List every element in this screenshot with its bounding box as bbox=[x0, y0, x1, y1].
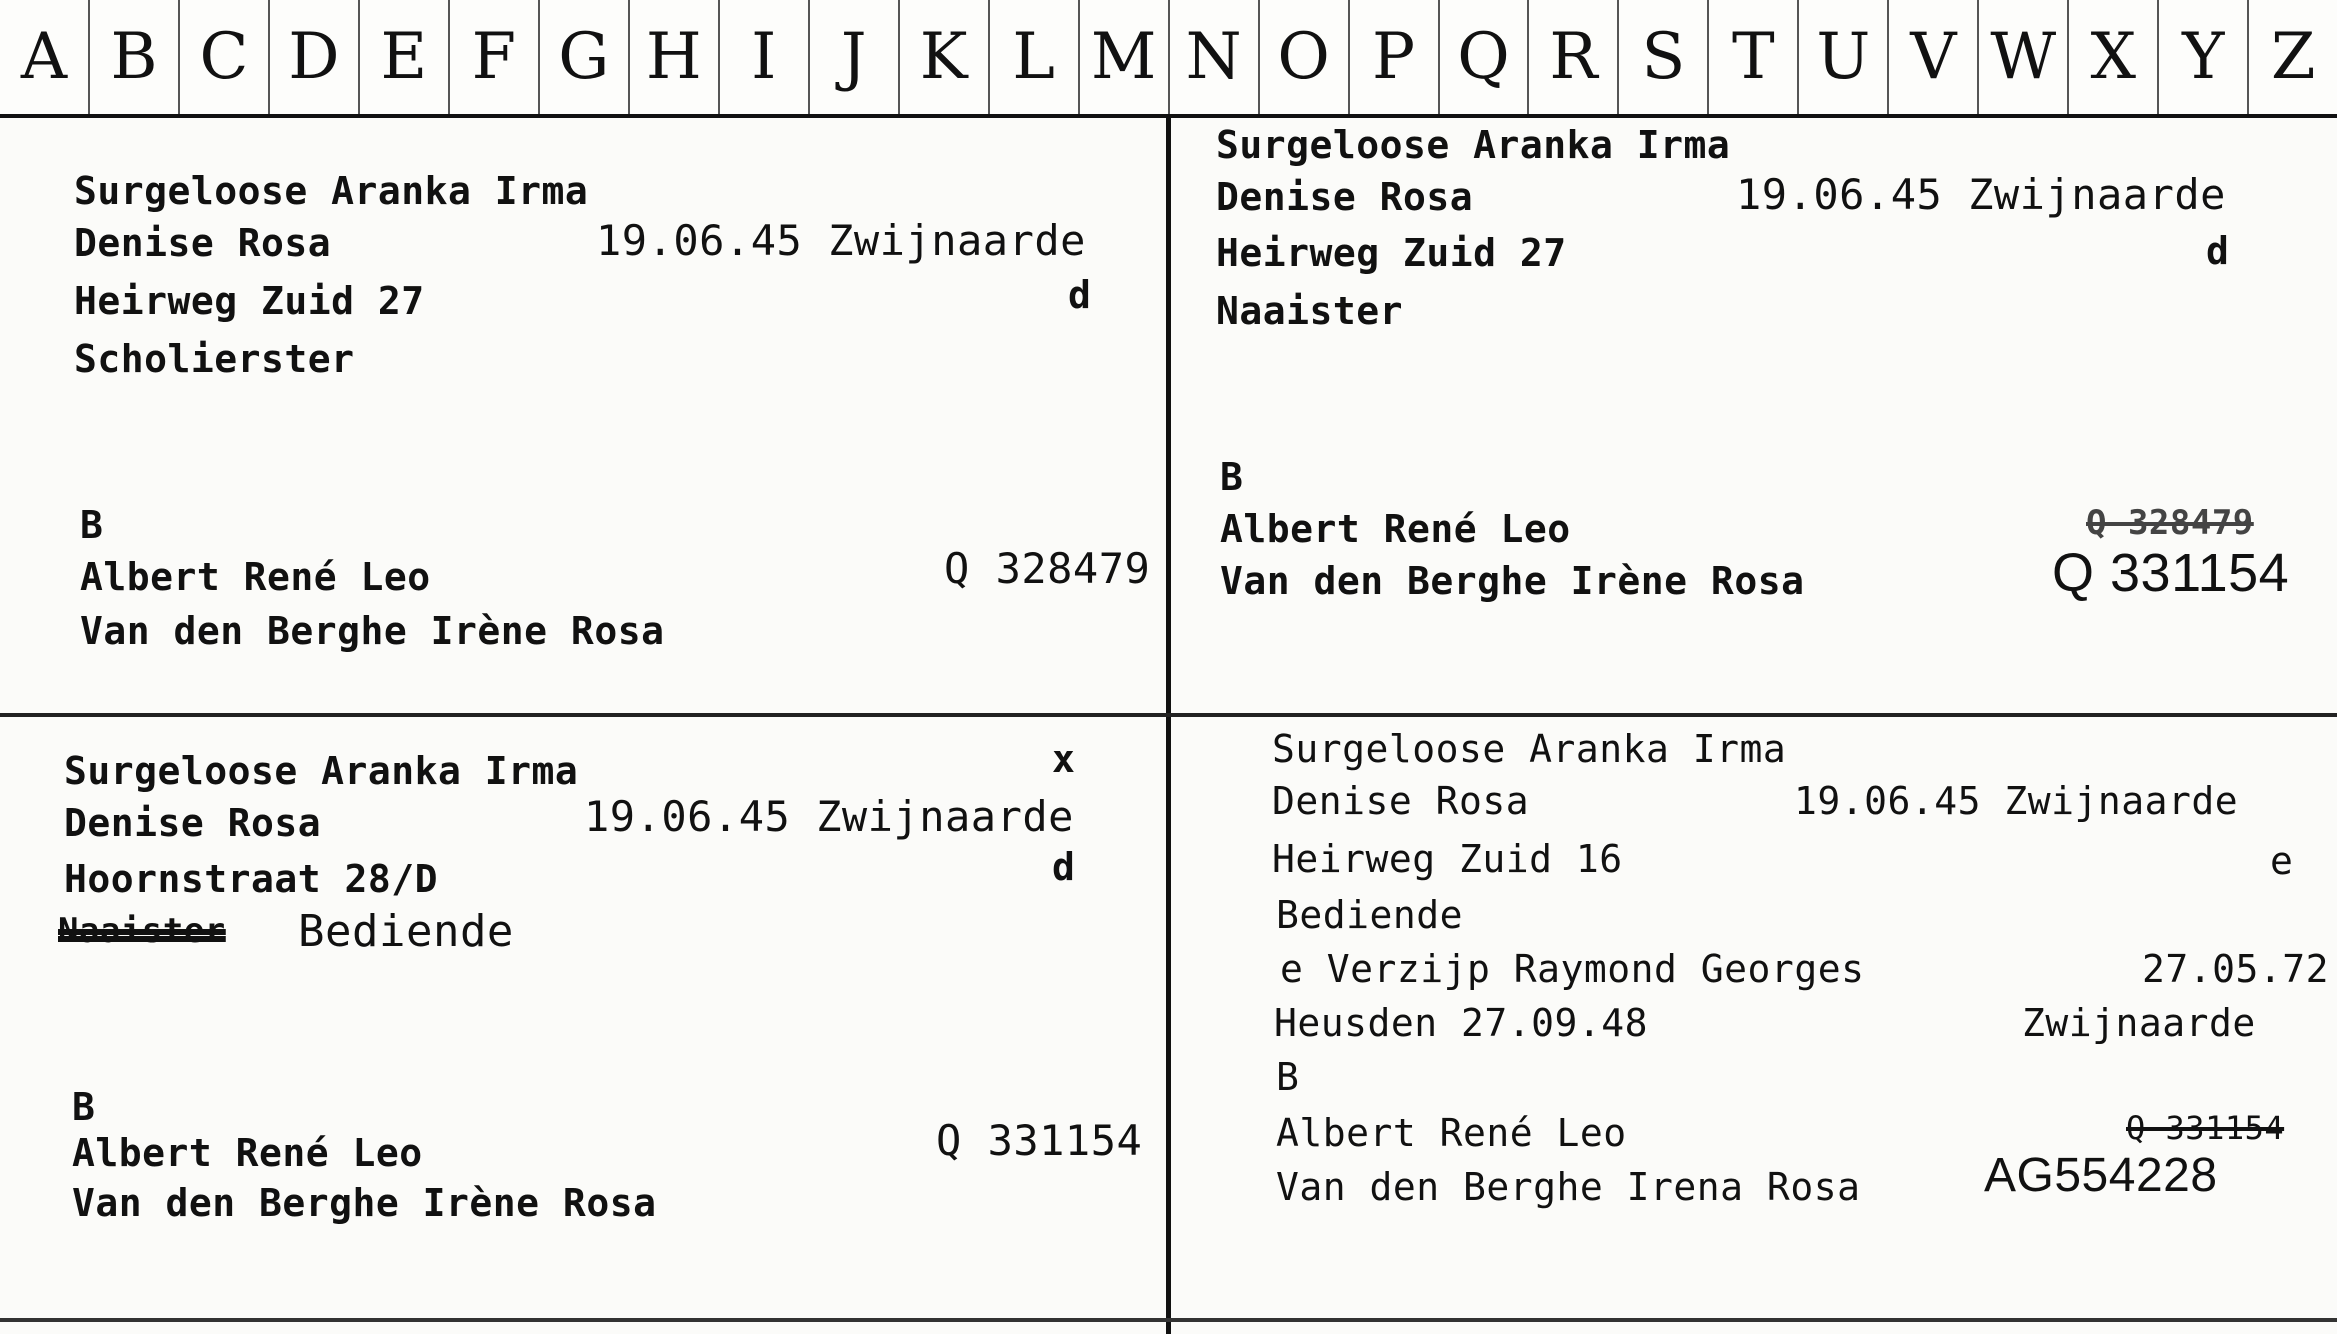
card-address: Heirweg Zuid 16 bbox=[1272, 837, 1623, 881]
index-letter-z: Z bbox=[2270, 20, 2316, 94]
card-mother: Van den Berghe Irène Rosa bbox=[80, 609, 665, 653]
card-birth: 19.06.45 Zwijnaarde bbox=[584, 792, 1074, 841]
bottom-divider bbox=[0, 1318, 2337, 1322]
index-letter-i: I bbox=[720, 0, 810, 114]
index-letter-w: W bbox=[1979, 0, 2069, 114]
card-given-names: Denise Rosa bbox=[64, 801, 322, 845]
card-occupation: Scholierster bbox=[74, 337, 355, 381]
card-surname-line: Surgeloose Aranka Irma bbox=[64, 749, 579, 793]
card-section: B bbox=[1220, 455, 1244, 499]
card-section: B bbox=[72, 1085, 96, 1129]
card-given-names: Denise Rosa bbox=[1272, 779, 1530, 823]
card-section: B bbox=[80, 503, 104, 547]
index-letter-j: J bbox=[810, 0, 900, 114]
index-letter-a: A bbox=[0, 0, 90, 114]
index-letter-x: X bbox=[2069, 0, 2159, 114]
card-spouse-birth: Heusden 27.09.48 bbox=[1274, 1001, 1649, 1045]
card-marriage-date: 27.05.72 bbox=[2142, 947, 2330, 991]
card-marker: d bbox=[2206, 229, 2230, 273]
index-letter-e: E bbox=[360, 0, 450, 114]
card-address: Heirweg Zuid 27 bbox=[1216, 231, 1567, 275]
index-letter-m: M bbox=[1080, 0, 1170, 114]
card-marker: d bbox=[1068, 273, 1092, 317]
index-letter-r: R bbox=[1529, 0, 1619, 114]
card-occupation: Bediende bbox=[298, 906, 514, 957]
card-section: B bbox=[1276, 1055, 1300, 1099]
card-occupation: Naaister bbox=[1216, 289, 1404, 333]
card-spouse: e Verzijp Raymond Georges bbox=[1280, 947, 1865, 991]
index-letter-c: C bbox=[180, 0, 270, 114]
index-letter-g: G bbox=[540, 0, 630, 114]
card-number-struck: Q 328479 bbox=[2086, 503, 2254, 543]
card-surname-line: Surgeloose Aranka Irma bbox=[1216, 123, 1731, 167]
card-number: Q 331154 bbox=[936, 1116, 1143, 1165]
vertical-divider bbox=[1166, 118, 1171, 1334]
index-letter-y: Y bbox=[2159, 0, 2249, 114]
index-letter-d: D bbox=[270, 0, 360, 114]
card-address: Heirweg Zuid 27 bbox=[74, 279, 425, 323]
card-surname-line: Surgeloose Aranka Irma bbox=[1272, 727, 1787, 771]
card-birth: 19.06.45 Zwijnaarde bbox=[1736, 170, 2226, 219]
card-marriage-place: Zwijnaarde bbox=[2022, 1001, 2256, 1045]
index-letter-q: Q bbox=[1440, 0, 1530, 114]
index-letter-l: L bbox=[990, 0, 1080, 114]
card-occupation-struck: Naaister bbox=[58, 911, 226, 951]
card-mother: Van den Berghe Irène Rosa bbox=[72, 1181, 657, 1225]
horizontal-divider bbox=[0, 713, 2337, 717]
card-birth: 19.06.45 Zwijnaarde bbox=[596, 216, 1086, 265]
card-marker: e bbox=[2270, 839, 2294, 883]
card-number: Q 328479 bbox=[944, 544, 1151, 593]
card-given-names: Denise Rosa bbox=[74, 221, 332, 265]
index-letter-b: B bbox=[90, 0, 180, 114]
card-marker: d bbox=[1052, 845, 1076, 889]
index-letter-t: T bbox=[1709, 0, 1799, 114]
card-father: Albert René Leo bbox=[1276, 1111, 1627, 1155]
card-mother: Van den Berghe Irène Rosa bbox=[1220, 559, 1805, 603]
card-occupation: Bediende bbox=[1276, 893, 1464, 937]
card-surname-line: Surgeloose Aranka Irma bbox=[74, 169, 589, 213]
alphabet-index bbox=[0, 0, 2337, 118]
index-letter-f: F bbox=[450, 0, 540, 114]
card-address: Hoornstraat 28/D bbox=[64, 857, 439, 901]
index-letter-o: O bbox=[1260, 0, 1350, 114]
index-letter-n: N bbox=[1170, 0, 1260, 114]
card-number: AG554228 bbox=[1984, 1149, 2218, 1202]
card-number-struck: Q 331154 bbox=[2126, 1109, 2285, 1147]
card-father: Albert René Leo bbox=[80, 555, 431, 599]
card-father: Albert René Leo bbox=[72, 1131, 423, 1175]
index-letter-p: P bbox=[1350, 0, 1440, 114]
card-birth: 19.06.45 Zwijnaarde bbox=[1794, 779, 2239, 823]
index-letter-k: K bbox=[900, 0, 990, 114]
index-letter-v: V bbox=[1889, 0, 1979, 114]
card-given-names: Denise Rosa bbox=[1216, 175, 1474, 219]
card-number: Q 331154 bbox=[2052, 543, 2290, 603]
index-letter-u: U bbox=[1799, 0, 1889, 114]
card-corner-mark: x bbox=[1052, 737, 1076, 781]
card-mother: Van den Berghe Irena Rosa bbox=[1276, 1165, 1861, 1209]
card-father: Albert René Leo bbox=[1220, 507, 1571, 551]
index-letter-h: H bbox=[630, 0, 720, 114]
index-letter-s: S bbox=[1619, 0, 1709, 114]
